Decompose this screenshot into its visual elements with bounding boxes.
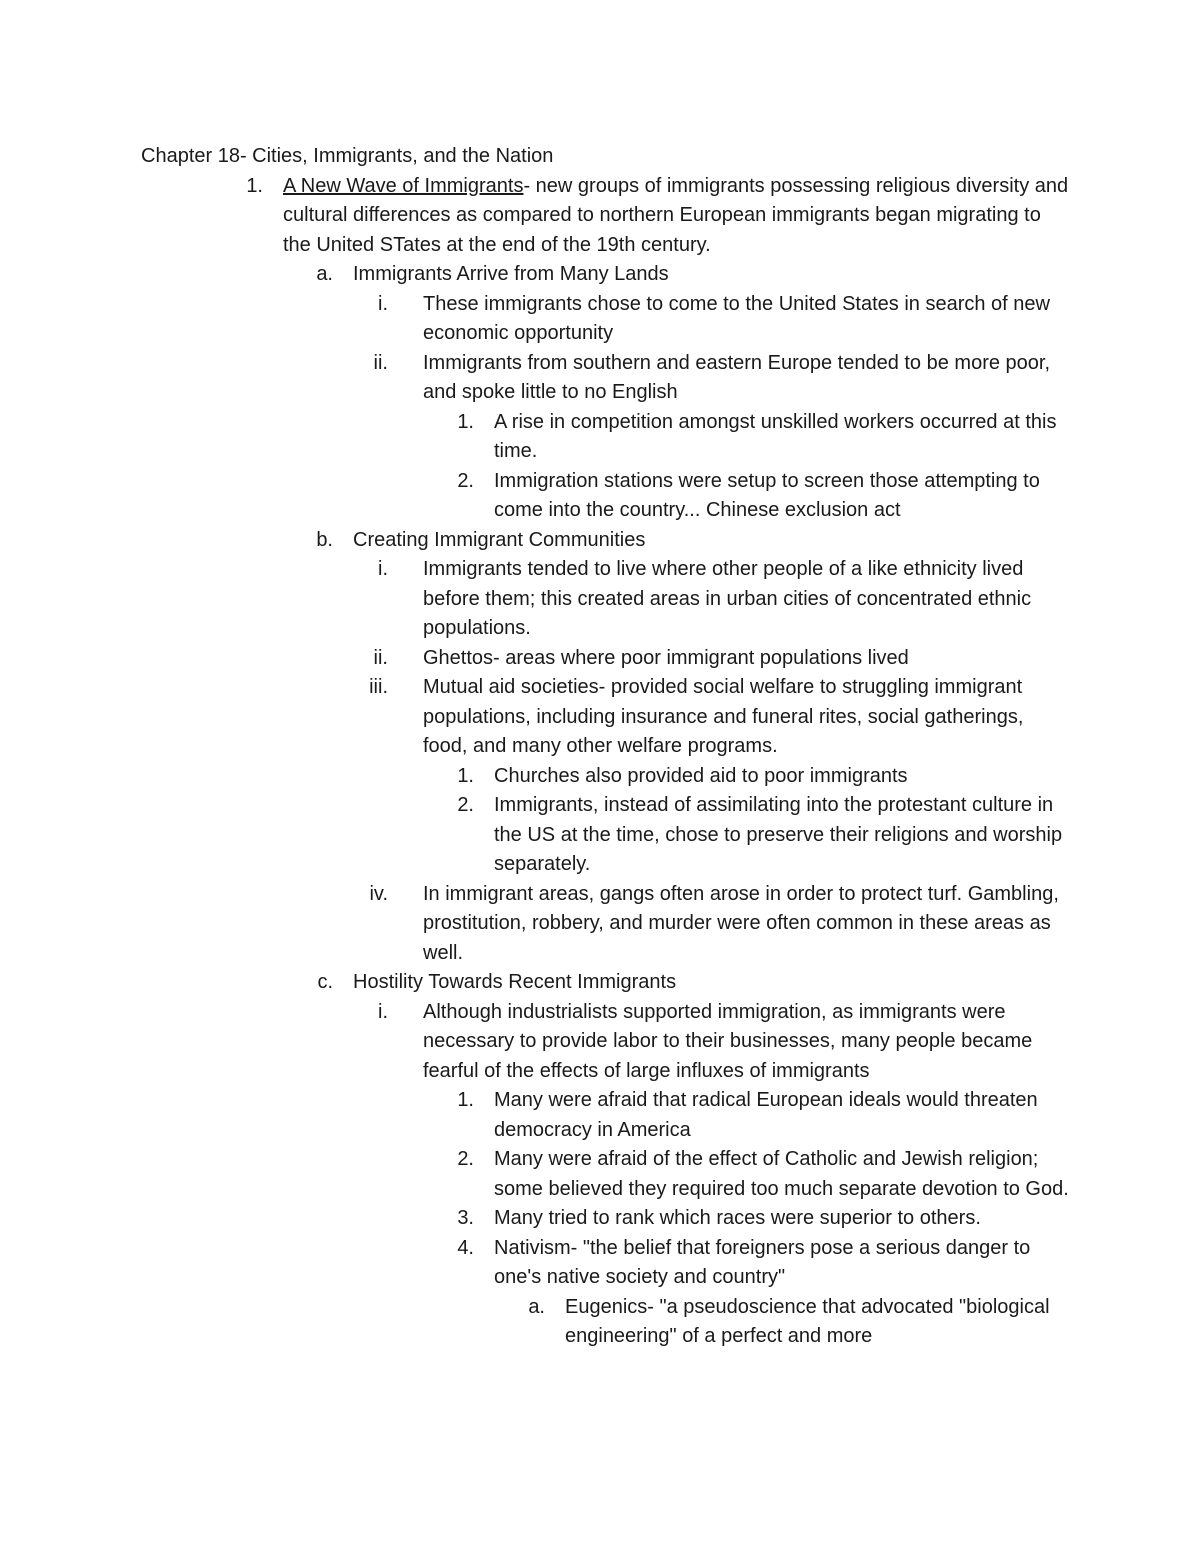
list-item-text [353,260,1073,290]
item-body: Immigrants from southern and eastern Europe tended to be more poor, and spoke little to no English [423,351,1051,403]
outline-item-level-2 [316,260,1073,290]
list-item-text [423,673,1073,762]
outline-item-level-4 [457,791,1074,880]
list-marker: iii. [369,676,388,698]
outline-item-level-1 [246,172,1073,261]
item-body: A rise in competition amongst unskilled workers occurred at this time. [494,410,1057,462]
list-item-text [283,172,1073,261]
item-body: Many were afraid of the effect of Catholic and Jewish religion; some believed they required too much separate devotion to God. [494,1148,1069,1200]
outline-item-level-3 [373,349,1073,408]
list-marker: iv. [369,882,388,905]
outline-item-level-4 [457,467,1074,526]
list-marker: 1. [457,764,474,787]
list-marker: a. [316,263,333,285]
item-body: Hostility Towards Recent Immigrants [353,971,677,993]
list-item-text [494,467,1074,526]
item-body: Immigrants tended to live where other people of a like ethnicity lived before them; this created areas in urban cities of concentrated ethnic populations. [423,558,1032,639]
outline-item-level-2 [317,968,1073,998]
outline-item-level-4 [457,408,1074,467]
outline-item-level-4 [457,762,1074,792]
outline-item-level-2 [316,526,1073,556]
chapter-title: Chapter 18- Cities, Immigrants, and the Nation [141,145,554,167]
outline-item-level-5 [528,1293,1075,1352]
outline-item-level-4 [457,1204,1074,1234]
outline-item-level-3 [369,673,1073,762]
outline-item-level-3 [378,998,1073,1087]
outline-item-level-3 [378,555,1073,644]
list-item-text [353,526,1073,556]
list-item-text [494,1086,1074,1145]
item-body: Although industrialists supported immigration, as immigrants were necessary to provide labor to their businesses, many people became fearful of the effects of large influxes of immigrants [423,1000,1033,1082]
list-marker: c. [317,971,333,993]
item-body: These immigrants chose to come to the United States in search of new economic opportunity [423,292,1050,344]
item-body: Creating Immigrant Communities [353,528,646,551]
list-marker: 1. [457,410,474,433]
list-item-text [494,408,1074,467]
item-body: Immigrants Arrive from Many Lands [353,263,669,285]
list-marker: ii. [373,351,388,374]
list-item-text [423,290,1073,349]
list-marker: 2. [457,1148,474,1170]
item-body: Eugenics- "a pseudoscience that advocated "biological engineering" of a perfect and more [565,1295,1050,1347]
list-marker: 4. [457,1236,474,1259]
list-marker: b. [316,528,333,551]
list-item-text [494,1204,1074,1234]
list-item-text [494,762,1074,792]
item-body: In immigrant areas, gangs often arose in order to protect turf. Gambling, prostitution, robbery, and murder were often common in these areas as well. [423,882,1059,964]
item-body: Ghettos- areas where poor immigrant populations lived [423,646,909,669]
list-marker: ii. [373,646,388,669]
item-body: - new groups of immigrants possessing religious diversity and cultural differences as compared to northern European immigrants began migrating to the United STates at the end of the 19th century. [283,174,1069,256]
list-item-text [423,555,1073,644]
outline-item-level-3 [369,880,1073,969]
item-body: Nativism- "the belief that foreigners pose a serious danger to one's native society and country" [494,1236,1031,1288]
list-marker: i. [378,558,388,580]
list-item-text [353,968,1073,998]
list-marker: a. [528,1295,545,1318]
list-marker: 1. [246,174,263,197]
list-marker: i. [378,1000,388,1023]
item-body: Many tried to rank which races were superior to others. [494,1207,981,1229]
outline-item-level-3 [373,644,1073,674]
outline-item-level-4 [457,1234,1074,1293]
list-marker: 3. [457,1207,474,1229]
list-item-text [565,1293,1075,1352]
list-item-text [423,880,1073,969]
list-item-text [494,1234,1074,1293]
list-marker: 2. [457,469,474,492]
item-body: Many were afraid that radical European ideals would threaten democracy in America [494,1089,1038,1141]
list-marker: 1. [457,1089,474,1111]
item-body: Mutual aid societies- provided social welfare to struggling immigrant populations, including insurance and funeral rites, social gatherings, food, and many other welfare programs. [423,676,1024,757]
list-item-text [494,791,1074,880]
outline-item-level-3 [378,290,1073,349]
list-item-text [494,1145,1074,1204]
list-marker: 2. [457,794,474,816]
item-body: Immigrants, instead of assimilating into the protestant culture in the US at the time, chose to preserve their religions and worship separately. [494,794,1063,875]
list-item-text [423,644,1073,674]
underlined-term: A New Wave of Immigrants [283,174,524,197]
item-body: Immigration stations were setup to screen those attempting to come into the country... Chinese exclusion act [494,469,1040,521]
list-item-text [423,998,1073,1087]
outline-item-level-4 [457,1086,1074,1145]
outline-item-level-4 [457,1145,1074,1204]
item-body: Churches also provided aid to poor immigrants [494,764,908,787]
list-item-text [423,349,1073,408]
list-marker: i. [378,292,388,315]
